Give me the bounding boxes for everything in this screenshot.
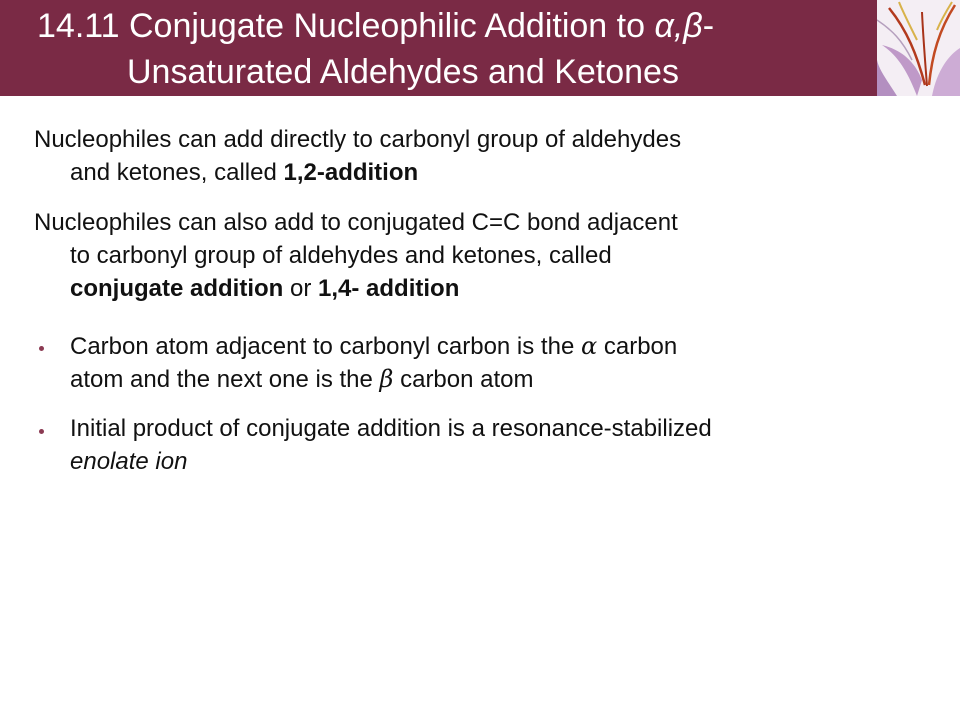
paragraph-2-connector: or bbox=[283, 275, 319, 302]
slide-title-line-1 bbox=[37, 6, 714, 46]
saffron-flower-image bbox=[877, 0, 960, 96]
bullet-1-text-2: atom and the next one is the bbox=[70, 366, 380, 393]
bullet-1-line-1 bbox=[70, 330, 930, 363]
bullet-item-1 bbox=[70, 330, 930, 396]
term-enolate-ion: enolate ion bbox=[70, 448, 188, 475]
bullet-1-text: Carbon atom adjacent to carbonyl carbon is the bbox=[70, 333, 581, 360]
paragraph-1-text: and ketones, called bbox=[70, 159, 284, 186]
flower-icon bbox=[877, 0, 960, 96]
bullet-marker bbox=[39, 346, 44, 351]
bullet-1-text-end: carbon bbox=[597, 333, 678, 360]
bullet-1-line-2 bbox=[70, 363, 930, 396]
bullet-item-2 bbox=[70, 412, 930, 478]
paragraph-2 bbox=[34, 206, 894, 305]
term-1-2-addition: 1,2-addition bbox=[283, 159, 419, 186]
paragraph-1-line-1: Nucleophiles can add directly to carbonyl group of aldehydes bbox=[34, 126, 682, 153]
paragraph-1 bbox=[34, 123, 894, 189]
alpha-symbol: α bbox=[580, 332, 598, 360]
title-greek: α,β bbox=[654, 7, 703, 45]
bullet-marker bbox=[39, 429, 44, 434]
term-conjugate-addition: conjugate addition bbox=[70, 275, 284, 302]
title-hyphen: - bbox=[702, 7, 715, 45]
paragraph-2-line-2: to carbonyl group of aldehydes and ketones, called bbox=[70, 242, 612, 269]
paragraph-2-line-3 bbox=[34, 272, 894, 305]
slide-title-line-2: Unsaturated Aldehydes and Ketones bbox=[127, 53, 679, 91]
bullet-1-text-2-end: carbon atom bbox=[393, 366, 534, 393]
title-bar bbox=[0, 0, 877, 96]
beta-symbol: β bbox=[379, 365, 394, 393]
paragraph-1-line-2 bbox=[34, 156, 894, 189]
paragraph-2-line-1: Nucleophiles can also add to conjugated C=C bond adjacent bbox=[34, 209, 678, 236]
bullet-2-line-1: Initial product of conjugate addition is a resonance-stabilized bbox=[70, 415, 712, 442]
title-text: 14.11 Conjugate Nucleophilic Addition to bbox=[37, 7, 655, 45]
bullet-2-line-2 bbox=[70, 445, 930, 478]
term-1-4-addition: 1,4- addition bbox=[318, 275, 460, 302]
